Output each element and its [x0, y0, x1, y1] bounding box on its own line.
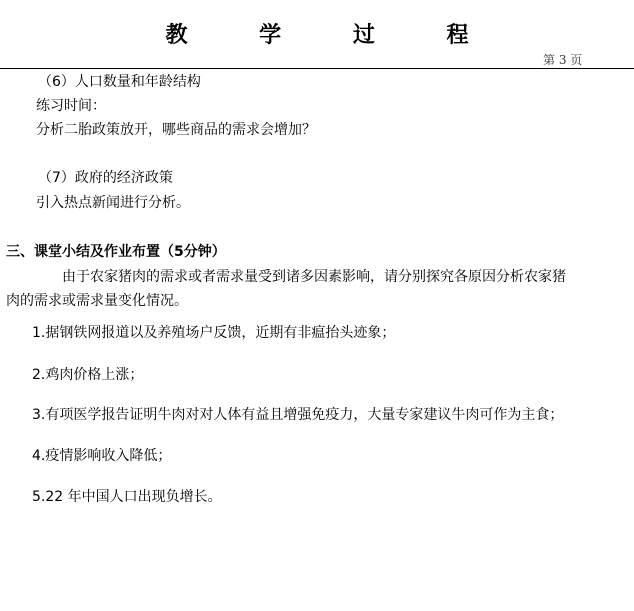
summary-item-4: 4.疫情影响收入降低；	[32, 448, 172, 464]
summary-item-2: 2.鸡肉价格上涨；	[32, 367, 144, 383]
summary-heading: 三、课堂小结及作业布置（5分钟）	[6, 244, 226, 260]
summary-item-5: 5.22 年中国人口出现负增长。	[32, 489, 222, 505]
summary-item-1: 1.据钢铁网报道以及养殖场户反馈，近期有非瘟抬头迹象；	[32, 325, 396, 341]
header-divider	[0, 68, 634, 69]
summary-intro-line-1: 由于农家猪肉的需求或者需求量受到诸多因素影响，请分别探究各原因分析农家猪	[62, 269, 566, 285]
section-7-note: 引入热点新闻进行分析。	[36, 195, 190, 211]
page-title: 教 学 过 程	[165, 22, 501, 48]
practice-label: 练习时间：	[36, 98, 106, 114]
summary-intro-line-2: 肉的需求或需求量变化情况。	[6, 293, 188, 309]
section-6-heading: （6）人口数量和年龄结构	[38, 74, 201, 90]
practice-question: 分析二胎政策放开，哪些商品的需求会增加？	[36, 122, 316, 138]
section-7-heading: （7）政府的经济政策	[38, 170, 173, 186]
page-number: 第 3 页	[543, 53, 583, 67]
summary-item-3: 3.有项医学报告证明牛肉对对人体有益且增强免疫力，大量专家建议牛肉可作为主食；	[32, 407, 564, 423]
